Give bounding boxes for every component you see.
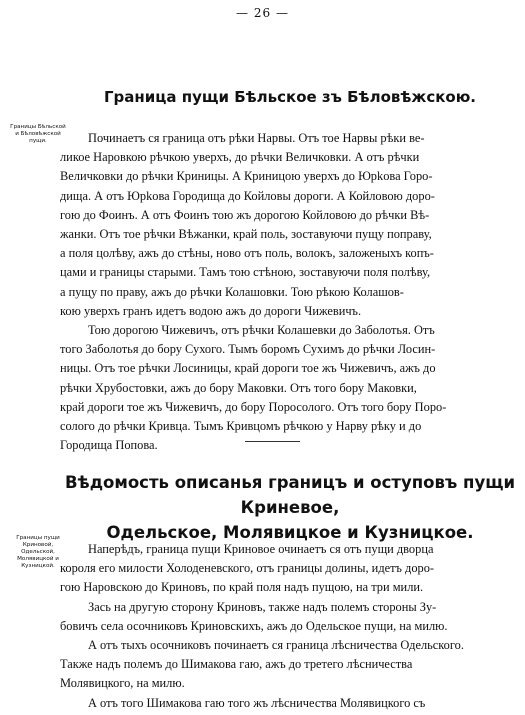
text-line: кою уверхъ гранъ идетъ водою ажъ до дороги Чижевичъ. <box>60 303 362 318</box>
section-2-title-line-2: Одельское, Молявицкое и Кузницкое. <box>106 523 474 542</box>
text-line: ликое Наровкою рѣчкою уверхъ, до рѣчки Величковки. А отъ рѣчки <box>60 150 420 165</box>
text-line: а пущу по праву, ажъ до рѣчки Колашовки. Тою рѣкою Колашов- <box>60 284 404 299</box>
text-line: жанки. Отъ тое рѣчки Вѣжанки, край поль, зоставуючи пущу поправу, <box>60 227 432 242</box>
text-line: Тою дорогою Чижевичъ, отъ рѣчки Колашевки до Заболотья. Отъ <box>88 323 435 338</box>
section-2-margin-note: Границы пущи Криновой, Одельской, Молявицкой и Кузницкой. <box>16 535 60 569</box>
text-line: бовичъ села осочниковъ Криновскихъ, ажъ до Одельское пущи, на милю. <box>60 618 448 633</box>
text-line: а поля цолѣву, ажъ до стѣны, ново отъ поль, волокъ, заложеныхъ копъ- <box>60 246 434 261</box>
text-line: Величковки до рѣчки Криницы. А Криницою уверхъ до Юрkова Горо- <box>60 169 433 184</box>
text-line: Починаетъ ся граница отъ рѣки Нарвы. Отъ тое Нарвы рѣки ве- <box>88 131 425 145</box>
text-line: дища. А отъ Юрkова Городища до Койловы дороги. А Койловою доро- <box>60 188 435 203</box>
section-2-title-line-1: Вѣдомость описанья границъ и оступовъ пущи Криневое, <box>64 473 516 517</box>
text-line: Также надъ полемъ до Шимакова гаю, ажъ до третего лѣсничества <box>60 657 413 672</box>
text-line: Наперѣдъ, граница пущи Криновое очинаетъ ся отъ пущи дворца <box>88 542 434 556</box>
text-line: ницы. Отъ тое рѣчки Лосиницы, край дороги тое жъ Чижевичъ, ажъ до <box>60 361 436 376</box>
section-2-title <box>60 470 520 545</box>
text-line: рѣчки Хрубостовки, ажъ до бору Маковки. Отъ того бору Маковки, <box>60 380 417 395</box>
text-line: солого до рѣчки Кривца. Тымъ Кривцомъ рѣчкою у Нарву рѣку и до <box>60 419 422 434</box>
text-line: Молявицкого, на милю. <box>60 676 185 691</box>
text-line: цами и границы старыми. Тамъ тою стѣною, зоставуючи поля полѣву, <box>60 265 431 280</box>
section-divider <box>245 441 300 442</box>
text-line: гою до Фоинъ. А отъ Фоинъ тою жъ дорогою Койловою до рѣчки Вѣ- <box>60 207 430 222</box>
text-line: Зась на другую сторону Криновъ, также надъ полемъ стороны Зу- <box>88 599 437 614</box>
text-line: А отъ того Шимакова гаю того жъ лѣсничества Молявицкого съ <box>88 695 426 710</box>
section-2-body <box>60 540 515 713</box>
page-number: — 26 — <box>236 6 289 20</box>
text-line: Городища Попова. <box>60 438 158 453</box>
text-line: А отъ тыхъ осочниковъ починаетъ ся граница лѣсничества Одельского. <box>88 638 464 653</box>
section-1-body <box>60 129 515 455</box>
text-line: край дороги тое жъ Чижевичъ, до бору Поросолого. Отъ того бору Поро- <box>60 399 447 414</box>
text-line: короля его милости Холоденевского, отъ границы долины, идетъ доро- <box>60 561 435 576</box>
section-1-title: Граница пущи Бѣльское зъ Бѣловѣжскою. <box>103 88 476 106</box>
section-1-margin-note: Границы Бѣльской и Бѣловѣжской пущи. <box>10 124 66 144</box>
text-line: гою Наровскою до Криновъ, по край поля надъ пущою, на три мили. <box>60 580 424 595</box>
text-line: того Заболотья до бору Сухого. Тымъ боромъ Сухимъ до рѣчки Лосин- <box>60 342 436 357</box>
